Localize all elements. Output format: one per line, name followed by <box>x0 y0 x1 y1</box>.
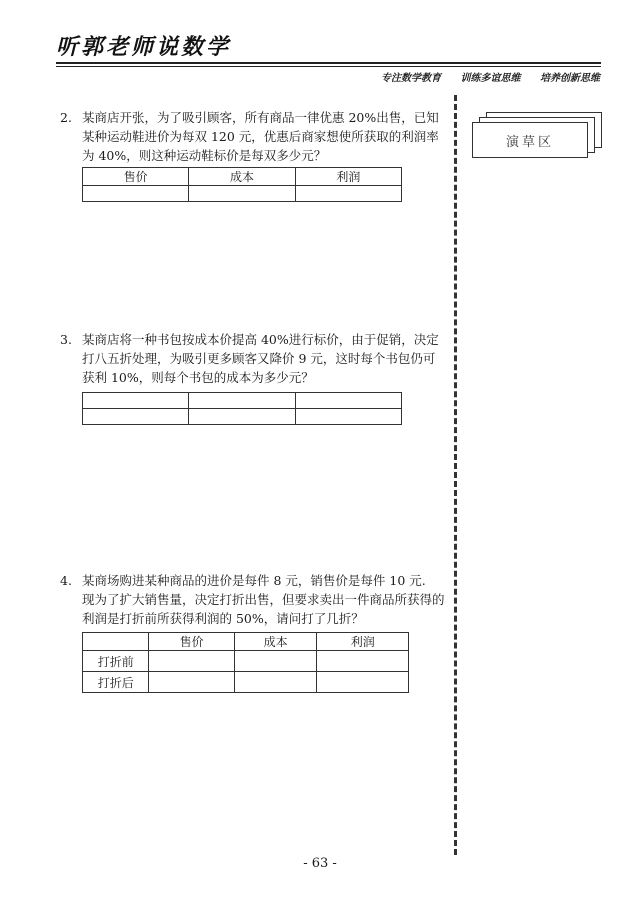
table-header-cell: 成本 <box>234 633 317 651</box>
table-cell[interactable] <box>149 651 235 672</box>
draft-area-label: 演草区 <box>505 134 554 150</box>
problem-line: 某商场购进某种商品的进价是每件 8 元，销售价是每件 10 元. <box>82 573 426 588</box>
problem-4 <box>60 571 450 631</box>
problem-line: 打八五折处理，为吸引更多顾客又降价 9 元，这时每个书包仍可 <box>82 351 436 366</box>
table-cell[interactable] <box>149 672 235 693</box>
table-cell[interactable] <box>234 672 317 693</box>
problem-line: 为 40%，则这种运动鞋标价是每双多少元？ <box>82 148 327 163</box>
problem-text <box>82 571 450 628</box>
table-cell[interactable] <box>234 651 317 672</box>
answer-table-problem-3 <box>82 392 402 425</box>
page-number: - 63 - <box>303 856 337 871</box>
slogan-2: 训练多谊思维 <box>460 73 521 84</box>
draft-area-badge <box>472 112 602 158</box>
table-cell[interactable] <box>189 186 295 202</box>
problem-line: 现为了扩大销售量，决定打折出售，但要求卖出一件商品所获得的 <box>82 592 445 607</box>
table-header-cell: 售价 <box>149 633 235 651</box>
header-rule-thin <box>56 66 601 67</box>
problem-line: 某商店将一种书包按成本价提高 40%进行标价，由于促销，决定 <box>82 332 439 347</box>
header-rule <box>56 62 601 64</box>
table-corner-cell <box>83 633 149 651</box>
problem-number: 2. <box>60 110 72 125</box>
problem-3 <box>60 330 450 390</box>
header-title: 听郭老师说数学 <box>56 34 232 60</box>
table-cell[interactable] <box>317 672 409 693</box>
table-header-cell: 成本 <box>189 168 295 186</box>
table-header-cell: 利润 <box>295 168 401 186</box>
header-slogans <box>365 69 600 84</box>
table-row <box>83 393 402 409</box>
table-row-label: 打折后 <box>83 672 149 693</box>
problem-line: 某商店开张，为了吸引顾客，所有商品一律优惠 20%出售，已知 <box>82 110 439 125</box>
table-row <box>83 651 409 672</box>
table-header-row <box>83 168 402 186</box>
table-cell[interactable] <box>83 186 189 202</box>
problem-line: 某种运动鞋进价为每双 120 元，优惠后商家想使所获取的利润率 <box>82 129 439 144</box>
table-cell[interactable] <box>295 393 401 409</box>
table-cell[interactable] <box>317 651 409 672</box>
problem-text <box>82 330 450 387</box>
table-cell[interactable] <box>189 393 295 409</box>
table-cell[interactable] <box>295 186 401 202</box>
table-row-label: 打折前 <box>83 651 149 672</box>
table-row <box>83 672 409 693</box>
problem-text <box>82 108 450 165</box>
slogan-3: 培养创新思维 <box>540 73 600 84</box>
problem-line: 利润是打折前所获得利润的 50%，请问打了几折？ <box>82 611 364 626</box>
problem-number: 3. <box>60 332 72 347</box>
table-row <box>83 409 402 425</box>
table-cell[interactable] <box>295 409 401 425</box>
table-header-cell: 利润 <box>317 633 409 651</box>
problem-number: 4. <box>60 573 72 588</box>
answer-table-problem-4 <box>82 632 409 693</box>
draft-card-front <box>472 122 588 158</box>
table-cell[interactable] <box>189 409 295 425</box>
table-header-row <box>83 633 409 651</box>
problem-line: 获利 10%，则每个书包的成本为多少元？ <box>82 370 314 385</box>
table-header-cell: 售价 <box>83 168 189 186</box>
table-cell[interactable] <box>83 409 189 425</box>
slogan-1: 专注数学教育 <box>381 73 442 84</box>
column-divider <box>454 95 457 855</box>
table-row <box>83 186 402 202</box>
answer-table-problem-2 <box>82 167 402 202</box>
problem-2 <box>60 108 450 168</box>
table-cell[interactable] <box>83 393 189 409</box>
